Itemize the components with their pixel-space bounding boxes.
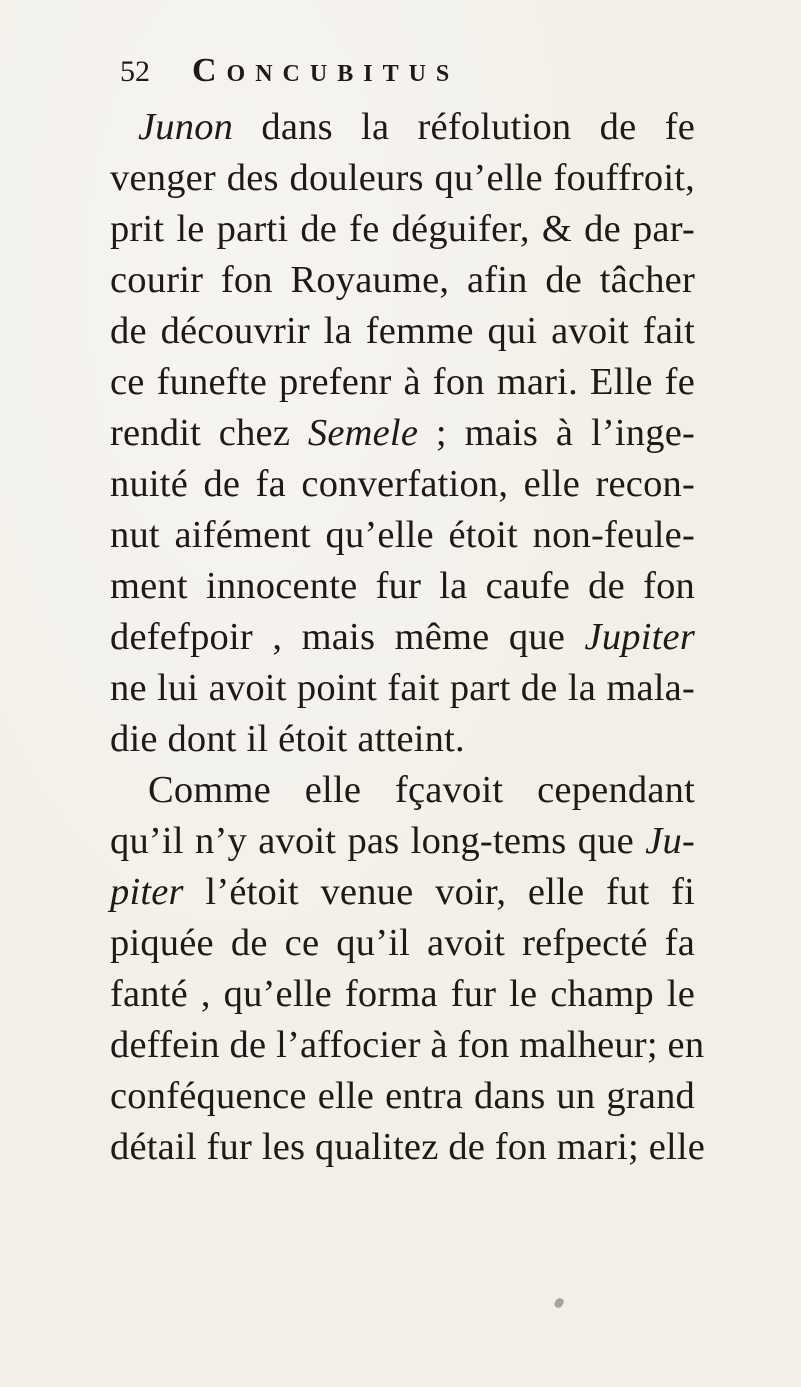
text-line: conféquence elle entra dans un grand bbox=[110, 1075, 695, 1117]
text-line: piter l’étoit venue voir, elle fut fi bbox=[110, 871, 695, 913]
text-line: Comme elle fçavoit cependant bbox=[148, 769, 695, 811]
text-line: nut aifément qu’elle étoit non-feule- bbox=[110, 514, 695, 556]
text-line: defefpoir , mais même que Jupiter bbox=[110, 616, 695, 658]
text-line: piquée de ce qu’il avoit refpecté fa bbox=[110, 922, 695, 964]
running-head bbox=[120, 52, 680, 102]
text-line: ment innocente fur la caufe de fon bbox=[110, 565, 695, 607]
text-line: rendit chez Semele ; mais à l’inge- bbox=[110, 412, 696, 454]
page-number: 52 bbox=[120, 55, 150, 88]
text-line: ne lui avoit point fait part de la mala- bbox=[110, 667, 695, 709]
text-line: détail fur les qualitez de fon mari; elle bbox=[110, 1126, 706, 1168]
text-line: fanté , qu’elle forma fur le champ le bbox=[110, 973, 695, 1015]
text-line: nuité de fa converfation, elle recon- bbox=[110, 463, 695, 505]
text-line: prit le parti de fe déguifer, & de par- bbox=[110, 208, 695, 250]
text-line: venger des douleurs qu’elle fouffroit, bbox=[110, 157, 695, 199]
text-line: Junon dans la réfolution de fe bbox=[138, 106, 695, 148]
body-text bbox=[110, 102, 706, 1173]
text-line: courir fon Royaume, afin de tâcher bbox=[110, 259, 695, 301]
text-line: de découvrir la femme qui avoit fait bbox=[110, 310, 695, 352]
running-title: Concubitus bbox=[192, 52, 460, 89]
text-line: die dont il étoit atteint. bbox=[110, 718, 465, 760]
ink-spot bbox=[553, 1297, 564, 1309]
text-line: deffein de l’affocier à fon malheur; en bbox=[110, 1024, 705, 1066]
text-line: ce funefte prefenr à fon mari. Elle fe bbox=[110, 361, 695, 403]
text-line: qu’il n’y avoit pas long-tems que Ju- bbox=[110, 820, 695, 862]
